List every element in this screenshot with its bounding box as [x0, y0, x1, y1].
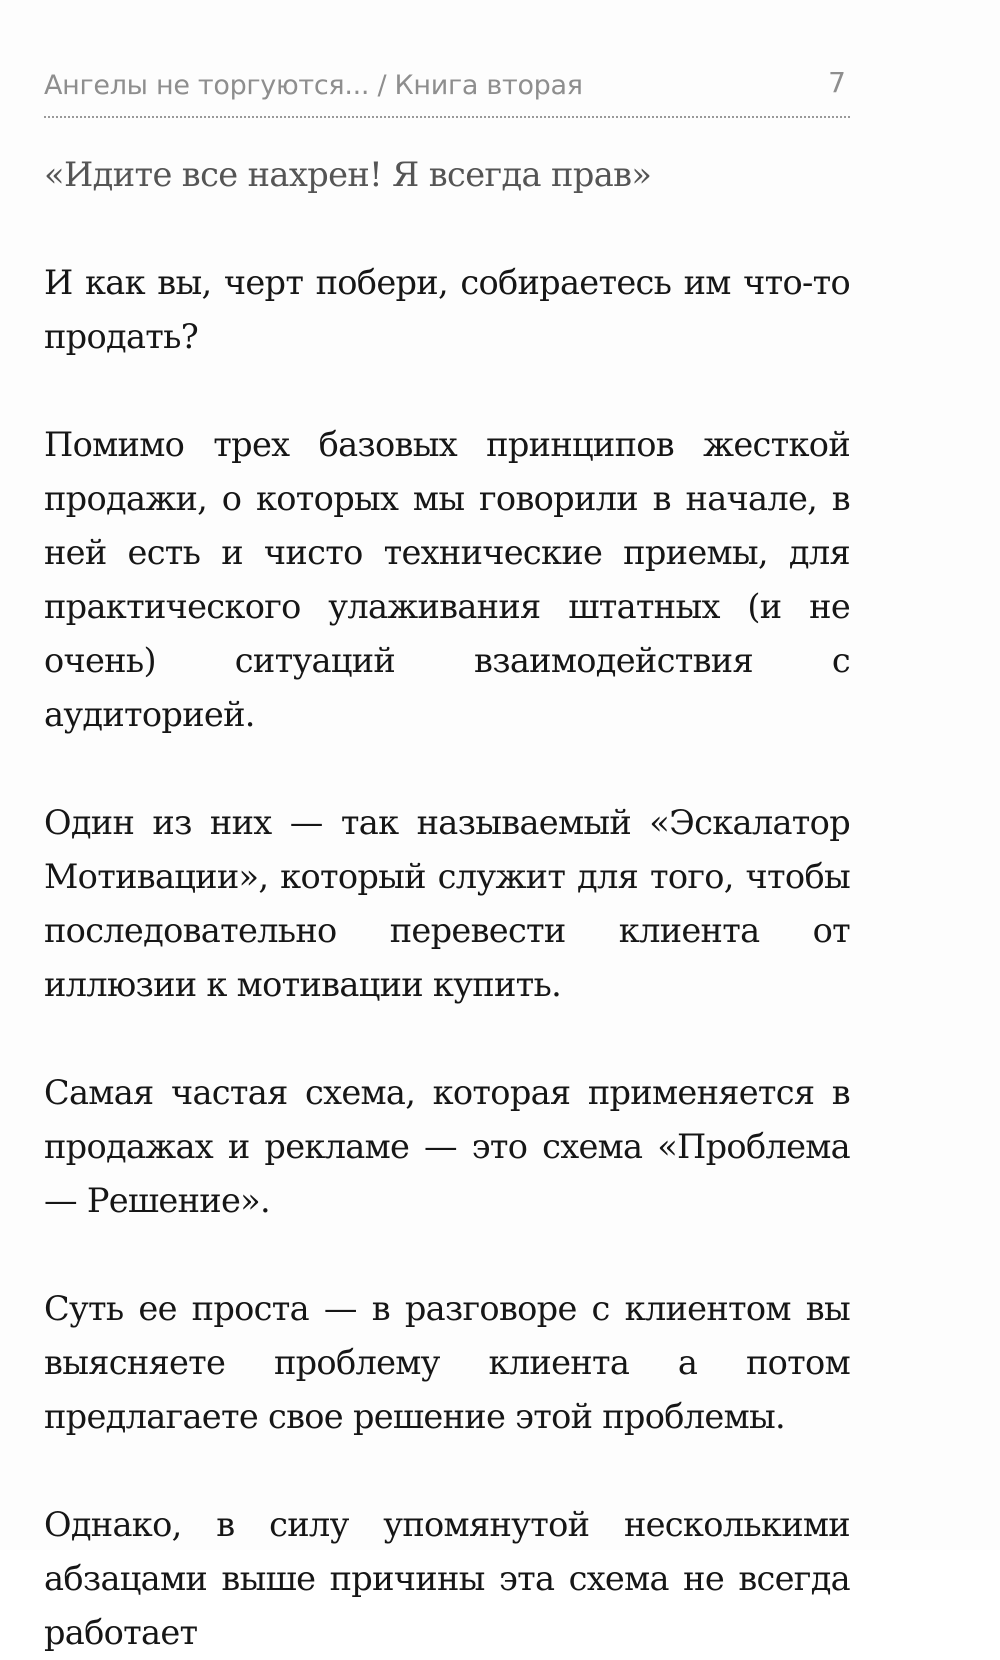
paragraph: И как вы, черт побери, собираетесь им что-то продать?: [44, 263, 850, 356]
paragraph: Помимо трех базовых принципов жесткой продажи, о которых мы говорили в начале, в ней есть и чисто технические приемы, для практического улаживания штатных (и не очень) ситуаций взаимодействия с аудиторией.: [44, 425, 850, 734]
page-body: [44, 148, 850, 1660]
page-number: 7: [828, 66, 846, 99]
paragraph: Один из них — так называемый «Эскалатор Мотивации», который служит для того, чтобы последовательно перевести клиента от иллюзии к мотивации купить.: [44, 803, 850, 1004]
intro-quote: «Идите все нахрен! Я всегда прав»: [44, 155, 652, 194]
paragraph: Самая частая схема, которая применяется в продажах и рекламе — это схема «Проблема — Решение».: [44, 1073, 850, 1220]
header-title: Ангелы не торгуются... / Книга вторая: [44, 70, 583, 101]
paragraph: Суть ее проста — в разговоре с клиентом вы выясняете проблему клиента а потом предлагаете свое решение этой проблемы.: [44, 1289, 850, 1436]
running-header: [44, 66, 850, 110]
header-divider: [44, 116, 850, 118]
paragraph: Однако, в силу упомянутой несколькими абзацами выше причины эта схема не всегда работает: [44, 1505, 850, 1652]
